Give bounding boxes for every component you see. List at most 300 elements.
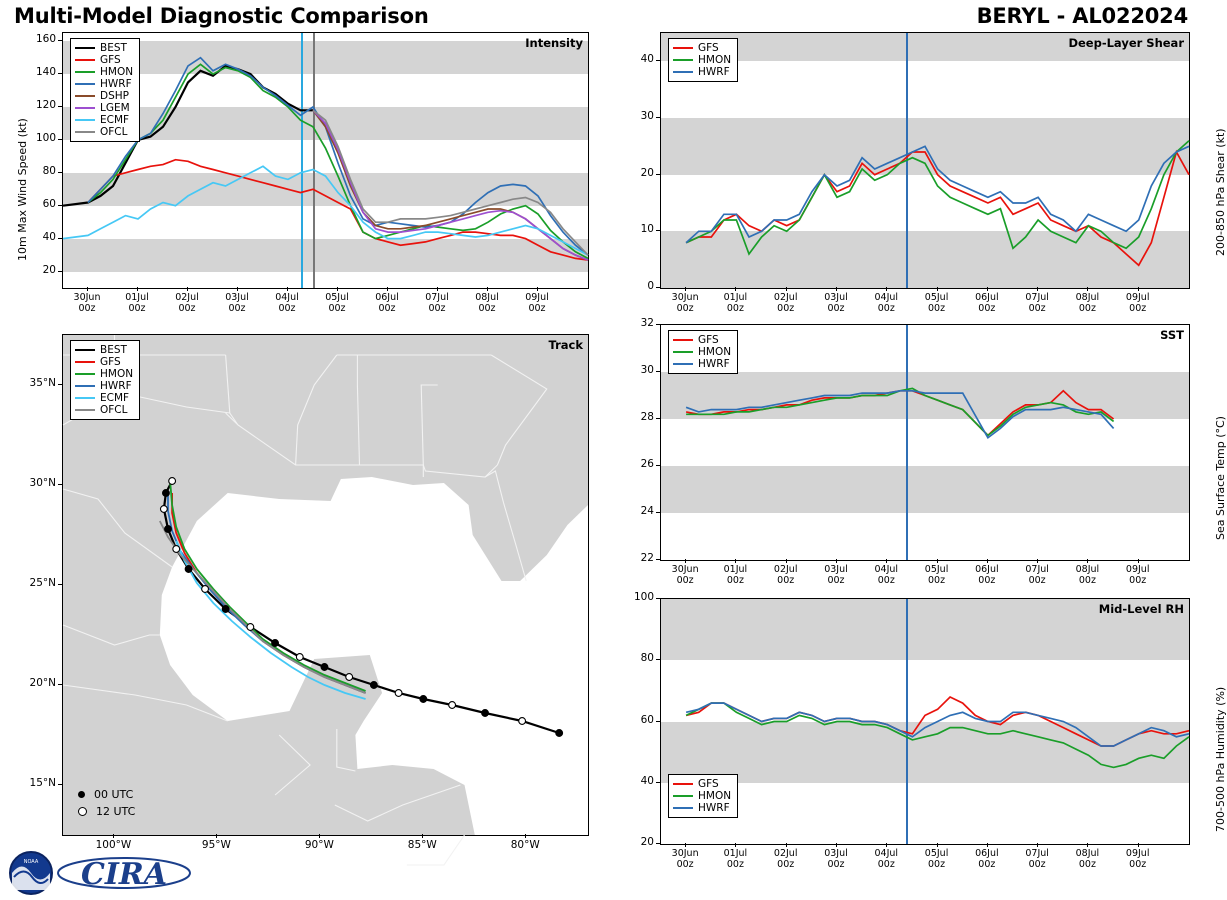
sst-ytick-30: 30 (640, 364, 654, 376)
track-ytickmark (58, 484, 62, 485)
sst-xtickmark (836, 559, 837, 563)
intensity-legend-item-hwrf (75, 78, 133, 90)
rh-legend-item-hmon (673, 790, 731, 802)
sst-xtick-8: 08Jul 00z (1075, 564, 1100, 586)
hwrf-legend-swatch (75, 83, 95, 85)
sst-line-gfs (686, 391, 1114, 436)
track-xtickmark (422, 834, 423, 838)
sst-xtick-1: 01Jul 00z (723, 564, 748, 586)
intensity-ytick-160: 160 (35, 33, 56, 46)
sst-ytick-24: 24 (640, 505, 654, 517)
sst-xtickmark (1087, 559, 1088, 563)
map-boundary-9 (423, 465, 497, 477)
intensity-xtickmark (337, 287, 338, 291)
ofcl-legend-swatch (75, 131, 95, 133)
shear-legend-item-hwrf (673, 66, 731, 78)
intensity-ytickmark (58, 172, 62, 173)
rh-xtickmark (1037, 843, 1038, 847)
track-legend-label-gfs: GFS (100, 356, 121, 368)
intensity-legend-item-dshp (75, 90, 133, 102)
rh-ytick-20: 20 (640, 836, 654, 848)
intensity-xtickmark (187, 287, 188, 291)
intensity-xtick-6: 06Jul 00z (375, 292, 399, 314)
shear-xtick-0: 30Jun 00z (671, 292, 699, 314)
intensity-legend (70, 38, 140, 142)
track-marker-00utc (222, 606, 229, 613)
track-legend-label-hmon: HMON (100, 368, 134, 380)
sst-legend-label-hmon: HMON (698, 346, 732, 358)
track-ytick-20: 20°N (29, 677, 56, 689)
sst-xtick-0: 30Jun 00z (671, 564, 699, 586)
shear-y-axis-label: 200-850 hPa Shear (kt) (1214, 128, 1227, 256)
track-marker-00utc (165, 526, 172, 533)
shear-corner-label: Deep-Layer Shear (1068, 36, 1184, 50)
sst-xtickmark (987, 559, 988, 563)
track-xtick-0: 100°W (95, 839, 132, 851)
rh-ytick-40: 40 (640, 774, 654, 787)
intensity-xtick-1: 01Jul 00z (125, 292, 149, 314)
track-map-svg (63, 335, 588, 835)
track-marker-00utc (272, 640, 279, 647)
sst-series-group (661, 325, 1189, 560)
shear-ytickmark (656, 287, 660, 288)
intensity-xtickmark (87, 287, 88, 291)
rh-series-group (661, 599, 1189, 844)
track-legend-item-gfs (75, 356, 133, 368)
gfs-legend-swatch (673, 339, 693, 341)
shear-xtick-1: 01Jul 00z (723, 292, 748, 314)
rh-xtickmark (886, 843, 887, 847)
gfs-legend-swatch (673, 783, 693, 785)
intensity-legend-label-hmon: HMON (100, 66, 134, 78)
sst-y-axis-label: Sea Surface Temp (°C) (1214, 416, 1227, 540)
open-circle-icon (78, 807, 87, 816)
sst-line-hmon (686, 388, 1114, 435)
intensity-xtickmark (287, 287, 288, 291)
intensity-xtickmark (387, 287, 388, 291)
intensity-xtickmark (487, 287, 488, 291)
hwrf-legend-swatch (75, 385, 95, 387)
intensity-xtickmark (437, 287, 438, 291)
dshp-legend-swatch (75, 95, 95, 97)
shear-legend-item-gfs (673, 42, 731, 54)
intensity-legend-label-hwrf: HWRF (100, 78, 132, 90)
track-legend-label-hwrf: HWRF (100, 380, 132, 392)
intensity-ytick-140: 140 (35, 66, 56, 79)
rh-legend-label-gfs: GFS (698, 778, 719, 790)
shear-xtick-2: 02Jul 00z (773, 292, 798, 314)
track-ytick-35: 35°N (29, 377, 56, 389)
intensity-ytickmark (58, 40, 62, 41)
intensity-legend-label-ofcl: OFCL (100, 126, 128, 138)
track-xtick-2: 90°W (304, 839, 334, 851)
intensity-legend-label-best: BEST (100, 42, 127, 54)
track-xtick-3: 85°W (407, 839, 437, 851)
map-boundary-13 (63, 625, 160, 645)
shear-legend-label-hwrf: HWRF (698, 66, 730, 78)
intensity-line-dshp (313, 110, 588, 260)
rh-y-axis-label: 700-500 hPa Humidity (%) (1214, 686, 1227, 832)
sst-xtickmark (1037, 559, 1038, 563)
shear-panel (600, 26, 1227, 326)
shear-line-hmon (686, 141, 1189, 254)
rh-panel (600, 591, 1227, 882)
track-panel (0, 326, 600, 866)
rh-corner-label: Mid-Level RH (1098, 602, 1184, 616)
rh-xtick-1: 01Jul 00z (723, 848, 748, 870)
track-legend-item-best (75, 344, 133, 356)
hmon-legend-swatch (673, 59, 693, 61)
track-marker-12utc (296, 654, 303, 661)
intensity-ytick-20: 20 (42, 263, 56, 276)
sst-ytickmark (656, 559, 660, 560)
intensity-legend-item-gfs (75, 54, 133, 66)
track-marker-12utc (395, 690, 402, 697)
rh-xtick-8: 08Jul 00z (1075, 848, 1100, 870)
shear-ytick-30: 30 (640, 110, 654, 122)
sst-xtick-6: 06Jul 00z (975, 564, 999, 586)
map-boundary-10 (491, 355, 547, 465)
shear-series-group (661, 33, 1189, 288)
intensity-legend-item-best (75, 42, 133, 54)
sst-ytick-32: 32 (640, 317, 654, 329)
intensity-xtickmark (137, 287, 138, 291)
intensity-ytick-100: 100 (35, 131, 56, 144)
track-marker-00utc (163, 490, 170, 497)
intensity-ytickmark (58, 139, 62, 140)
shear-xtickmark (735, 287, 736, 291)
hwrf-legend-swatch (673, 807, 693, 809)
track-marker-00utc (482, 710, 489, 717)
sst-xtickmark (685, 559, 686, 563)
shear-ytick-20: 20 (640, 166, 654, 179)
intensity-xtick-7: 07Jul 00z (425, 292, 449, 314)
svg-text:CIRA: CIRA (80, 857, 168, 892)
filled-circle-icon (78, 791, 85, 798)
shear-ytickmark (656, 174, 660, 175)
hwrf-legend-swatch (673, 363, 693, 365)
shear-xtick-7: 07Jul 00z (1025, 292, 1049, 314)
branding-logos (8, 850, 194, 896)
sst-ytick-22: 22 (640, 552, 654, 564)
track-corner-label: Track (548, 338, 583, 352)
map-boundary-15 (275, 735, 310, 795)
sst-xtick-5: 05Jul 00z (924, 564, 949, 586)
rh-legend-label-hmon: HMON (698, 790, 732, 802)
ofcl-legend-swatch (75, 409, 95, 411)
shear-legend-label-gfs: GFS (698, 42, 719, 54)
track-marker-12utc (519, 718, 526, 725)
intensity-xtick-8: 08Jul 00z (475, 292, 499, 314)
intensity-ytickmark (58, 106, 62, 107)
track-plot-area (62, 334, 589, 836)
intensity-legend-item-hmon (75, 66, 133, 78)
sst-plot-area (660, 324, 1190, 561)
sst-xtick-7: 07Jul 00z (1025, 564, 1049, 586)
map-boundary-5 (296, 355, 337, 465)
intensity-xtickmark (237, 287, 238, 291)
intensity-xtickmark (537, 287, 538, 291)
track-xtick-4: 80°W (510, 839, 540, 851)
track-marker-12utc (169, 478, 176, 485)
intensity-ytickmark (58, 238, 62, 239)
shear-ytick-10: 10 (640, 223, 654, 236)
page-title-left: Multi-Model Diagnostic Comparison (14, 4, 429, 28)
track-marker-00utc (185, 566, 192, 573)
shear-xtickmark (937, 287, 938, 291)
shear-xtickmark (685, 287, 686, 291)
track-marker-00utc (321, 664, 328, 671)
track-ytickmark (58, 384, 62, 385)
sst-legend-item-gfs (673, 334, 731, 346)
track-legend-label-ofcl: OFCL (100, 404, 128, 416)
gfs-legend-swatch (673, 47, 693, 49)
track-symbol-legend (74, 786, 135, 820)
shear-xtickmark (786, 287, 787, 291)
intensity-panel (0, 26, 600, 326)
sst-xtick-2: 02Jul 00z (773, 564, 798, 586)
shear-xtickmark (836, 287, 837, 291)
hmon-legend-swatch (75, 373, 95, 375)
sst-xtick-9: 09Jul 00z (1125, 564, 1150, 586)
intensity-xtick-2: 02Jul 00z (175, 292, 199, 314)
shear-xtickmark (1138, 287, 1139, 291)
shear-ytick-0: 0 (647, 280, 654, 292)
sst-xtickmark (786, 559, 787, 563)
shear-ytickmark (656, 117, 660, 118)
intensity-legend-label-ecmf: ECMF (100, 114, 130, 126)
map-boundary-12 (63, 489, 172, 567)
track-xtickmark (216, 834, 217, 838)
lgem-legend-swatch (75, 107, 95, 109)
sst-legend-item-hwrf (673, 358, 731, 370)
intensity-legend-item-ofcl (75, 126, 133, 138)
track-xtickmark (113, 834, 114, 838)
track-legend-item-hmon (75, 368, 133, 380)
sst-legend-item-hmon (673, 346, 731, 358)
track-marker-12utc (247, 624, 254, 631)
intensity-xtick-0: 30Jun 00z (73, 292, 101, 314)
rh-xtick-9: 09Jul 00z (1125, 848, 1150, 870)
rh-ytickmark (656, 659, 660, 660)
intensity-legend-item-lgem (75, 102, 133, 114)
rh-xtickmark (1087, 843, 1088, 847)
map-boundary-6 (357, 355, 359, 465)
cira-logo-icon (54, 850, 194, 896)
intensity-plot-area (62, 32, 589, 289)
best-legend-swatch (75, 47, 95, 49)
sst-ytickmark (656, 465, 660, 466)
water-gulf-caribbean (160, 477, 588, 835)
intensity-y-axis-label: 10m Max Wind Speed (kt) (16, 118, 29, 261)
shear-legend-item-hmon (673, 54, 731, 66)
shear-xtick-8: 08Jul 00z (1075, 292, 1100, 314)
intensity-ytick-40: 40 (42, 230, 56, 243)
sst-legend (668, 330, 738, 374)
map-boundary-2 (226, 413, 424, 477)
sst-xtick-4: 04Jul 00z (874, 564, 899, 586)
shear-line-hwrf (686, 146, 1189, 242)
shear-xtick-3: 03Jul 00z (824, 292, 848, 314)
track-marker-12utc (202, 586, 209, 593)
track-legend-label-ecmf: ECMF (100, 392, 130, 404)
shear-xtickmark (886, 287, 887, 291)
ecmf-legend-swatch (75, 119, 95, 121)
rh-xtickmark (987, 843, 988, 847)
shear-legend (668, 38, 738, 82)
rh-legend-item-gfs (673, 778, 731, 790)
shear-ytick-40: 40 (640, 53, 654, 66)
map-boundary-7 (421, 385, 438, 465)
rh-xtick-6: 06Jul 00z (975, 848, 999, 870)
shear-xtickmark (1037, 287, 1038, 291)
intensity-legend-label-dshp: DSHP (100, 90, 129, 102)
gfs-legend-swatch (75, 361, 95, 363)
sst-ytick-26: 26 (640, 458, 654, 470)
sst-legend-label-gfs: GFS (698, 334, 719, 346)
gfs-legend-swatch (75, 59, 95, 61)
rh-ytickmark (656, 843, 660, 844)
hwrf-legend-swatch (673, 71, 693, 73)
sst-line-hwrf (686, 391, 1114, 438)
rh-xtick-3: 03Jul 00z (824, 848, 848, 870)
intensity-legend-item-ecmf (75, 114, 133, 126)
rh-plot-area (660, 598, 1190, 845)
intensity-series-group (63, 33, 588, 288)
rh-ytickmark (656, 598, 660, 599)
rh-line-hmon (686, 703, 1189, 767)
sst-xtick-3: 03Jul 00z (824, 564, 848, 586)
sst-xtickmark (886, 559, 887, 563)
track-marker-12utc (449, 702, 456, 709)
track-ytickmark (58, 684, 62, 685)
rh-xtickmark (685, 843, 686, 847)
shear-xtickmark (987, 287, 988, 291)
sst-ytickmark (656, 418, 660, 419)
intensity-line-hwrf (88, 58, 588, 255)
rh-xtickmark (1138, 843, 1139, 847)
symbol-label-12utc: 12 UTC (96, 805, 136, 818)
intensity-corner-label: Intensity (525, 36, 583, 50)
track-legend-item-hwrf (75, 380, 133, 392)
track-ytickmark (58, 784, 62, 785)
rh-legend (668, 774, 738, 818)
rh-xtick-4: 04Jul 00z (874, 848, 899, 870)
shear-xtick-5: 05Jul 00z (924, 292, 949, 314)
rh-ytick-80: 80 (640, 652, 654, 665)
intensity-xtick-9: 09Jul 00z (525, 292, 549, 314)
intensity-ytickmark (58, 271, 62, 272)
track-legend (70, 340, 140, 420)
track-marker-00utc (556, 730, 563, 737)
track-xtickmark (319, 834, 320, 838)
intensity-ytickmark (58, 205, 62, 206)
shear-plot-area (660, 32, 1190, 289)
map-boundary-11 (485, 471, 526, 581)
sst-panel (600, 317, 1227, 598)
hmon-legend-swatch (673, 795, 693, 797)
shear-ytickmark (656, 230, 660, 231)
intensity-ytickmark (58, 73, 62, 74)
sst-ytick-28: 28 (640, 411, 654, 423)
track-marker-12utc (173, 546, 180, 553)
track-ytickmark (58, 584, 62, 585)
page-title-right: BERYL - AL022024 (976, 4, 1188, 28)
intensity-xtick-3: 03Jul 00z (225, 292, 249, 314)
svg-text:NOAA: NOAA (23, 859, 39, 865)
rh-ytickmark (656, 782, 660, 783)
track-ytick-15: 15°N (29, 777, 56, 789)
intensity-xtick-5: 05Jul 00z (325, 292, 349, 314)
hmon-legend-swatch (75, 71, 95, 73)
shear-xtick-6: 06Jul 00z (975, 292, 999, 314)
sst-xtickmark (937, 559, 938, 563)
rh-legend-label-hwrf: HWRF (698, 802, 730, 814)
sst-ytickmark (656, 371, 660, 372)
rh-ytick-60: 60 (640, 713, 654, 726)
track-marker-00utc (420, 696, 427, 703)
rh-xtick-0: 30Jun 00z (671, 848, 699, 870)
intensity-legend-label-gfs: GFS (100, 54, 121, 66)
intensity-ytick-80: 80 (42, 164, 56, 177)
rh-xtickmark (786, 843, 787, 847)
track-xtickmark (525, 834, 526, 838)
track-marker-12utc (160, 506, 167, 513)
track-marker-12utc (346, 674, 353, 681)
shear-legend-label-hmon: HMON (698, 54, 732, 66)
rh-ytick-100: 100 (633, 591, 654, 603)
intensity-line-lgem (313, 110, 588, 260)
track-ytick-25: 25°N (29, 577, 56, 589)
intensity-legend-label-lgem: LGEM (100, 102, 130, 114)
map-boundary-16 (337, 729, 356, 771)
sst-ytickmark (656, 324, 660, 325)
track-legend-item-ofcl (75, 404, 133, 416)
rh-xtickmark (735, 843, 736, 847)
rh-ytickmark (656, 721, 660, 722)
noaa-logo-icon (8, 850, 54, 896)
track-legend-label-best: BEST (100, 344, 127, 356)
ecmf-legend-swatch (75, 397, 95, 399)
sst-xtickmark (735, 559, 736, 563)
sst-corner-label: SST (1160, 328, 1184, 342)
rh-xtickmark (836, 843, 837, 847)
rh-xtick-2: 02Jul 00z (773, 848, 798, 870)
sst-ytickmark (656, 512, 660, 513)
shear-xtickmark (1087, 287, 1088, 291)
shear-xtick-4: 04Jul 00z (874, 292, 899, 314)
rh-xtick-5: 05Jul 00z (924, 848, 949, 870)
track-xtick-1: 95°W (201, 839, 231, 851)
shear-ytickmark (656, 60, 660, 61)
rh-xtick-7: 07Jul 00z (1025, 848, 1049, 870)
track-ytick-30: 30°N (29, 477, 56, 489)
track-marker-00utc (370, 682, 377, 689)
hmon-legend-swatch (673, 351, 693, 353)
symbol-label-00utc: 00 UTC (94, 788, 134, 801)
shear-xtick-9: 09Jul 00z (1125, 292, 1150, 314)
intensity-ytick-120: 120 (35, 99, 56, 112)
intensity-xtick-4: 04Jul 00z (275, 292, 299, 314)
track-legend-item-ecmf (75, 392, 133, 404)
map-boundary-17 (335, 785, 461, 821)
sst-legend-label-hwrf: HWRF (698, 358, 730, 370)
rh-xtickmark (937, 843, 938, 847)
best-legend-swatch (75, 349, 95, 351)
intensity-ytick-60: 60 (42, 197, 56, 210)
sst-xtickmark (1138, 559, 1139, 563)
rh-legend-item-hwrf (673, 802, 731, 814)
